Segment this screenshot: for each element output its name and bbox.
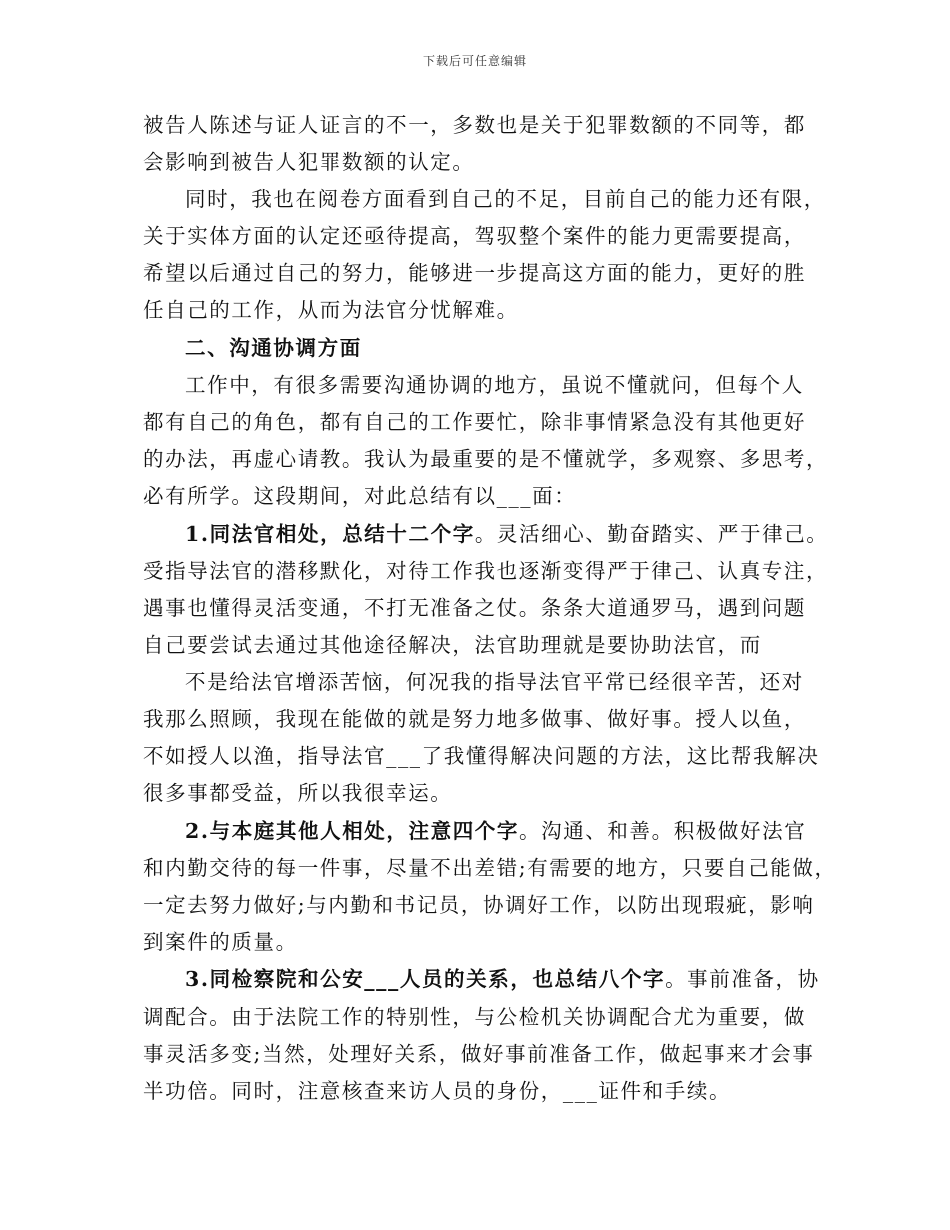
text-line: 希望以后通过自己的努力，能够进一步提高这方面的能力，更好的胜 <box>143 261 806 285</box>
text-line: 关于实体方面的认定还亟待提高，驾驭整个案件的能力更需要提高， <box>143 224 806 248</box>
item-text: 。沟通、和善。积极做好法官 <box>519 819 807 843</box>
text-line: 事灵活多变;当然，处理好关系，做好事前准备工作，做起事来才会事 <box>143 1042 815 1066</box>
paragraph-start-line: 工作中，有很多需要沟通协调的地方，虽说不懂就问，但每个人 <box>185 373 804 397</box>
paragraph-start-line: 同时，我也在阅卷方面看到自己的不足，目前自己的能力还有限， <box>185 187 826 211</box>
text-line: 必有所学。这段期间，对此总结有以___面： <box>143 484 577 508</box>
item-heading: 3.同检察院和公安___人员的关系，也总结八个字 <box>185 967 666 991</box>
text-line: 自己要尝试去通过其他途径解决，法官助理就是要协助法官，而 <box>143 633 762 657</box>
text-line: 一定去努力做好;与内勤和书记员，协调好工作，以防出现瑕疵，影响 <box>143 893 815 917</box>
text-line: 到案件的质量。 <box>143 930 298 954</box>
text-line: 调配合。由于法院工作的特别性，与公检机关协调配合尤为重要，做 <box>143 1005 806 1029</box>
numbered-item-line <box>185 520 828 548</box>
text-line: 半功倍。同时，注意核查来访人员的身份，___证件和手续。 <box>143 1079 732 1103</box>
text-line: 和内勤交待的每一件事，尽量不出差错;有需要的地方，只要自己能做， <box>143 856 837 880</box>
text-line: 被告人陈述与证人证言的不一，多数也是关于犯罪数额的不同等，都 <box>143 113 806 137</box>
item-text: 。事前准备，协 <box>665 967 820 991</box>
text-line: 任自己的工作，从而为法官分忧解难。 <box>143 298 519 322</box>
section-heading: 二、沟通协调方面 <box>185 336 362 360</box>
text-line: 的办法，再虚心请教。我认为最重要的是不懂就学，多观察、多思考， <box>143 447 829 471</box>
numbered-item-line <box>185 965 820 993</box>
item-heading: 2.与本庭其他人相处，注意四个字 <box>185 819 519 843</box>
paragraph-start-line: 不是给法官增添苦恼，何况我的指导法官平常已经很辛苦，还对 <box>185 670 804 694</box>
text-line: 我那么照顾，我现在能做的就是努力地多做事、做好事。授人以鱼， <box>143 707 806 731</box>
text-line: 都有自己的角色，都有自己的工作要忙，除非事情紧急没有其他更好 <box>143 410 806 434</box>
item-heading: 1.同法官相处，总结十二个字 <box>185 522 475 546</box>
item-text: 。灵活细心、勤奋踏实、严于律己。 <box>474 522 829 546</box>
text-line: 受指导法官的潜移默化，对待工作我也逐渐变得严于律己、认真专注， <box>143 559 829 583</box>
text-line: 会影响到被告人犯罪数额的认定。 <box>143 150 475 174</box>
text-line: 遇事也懂得灵活变通，不打无准备之仗。条条大道通罗马，遇到问题 <box>143 596 806 620</box>
text-line: 不如授人以渔，指导法官___了我懂得解决问题的方法，这比帮我解决 <box>143 744 820 768</box>
numbered-item-line <box>185 817 806 845</box>
text-line: 很多事都受益，所以我很幸运。 <box>143 781 453 805</box>
page-header: 下载后可任意编辑 <box>422 54 527 68</box>
